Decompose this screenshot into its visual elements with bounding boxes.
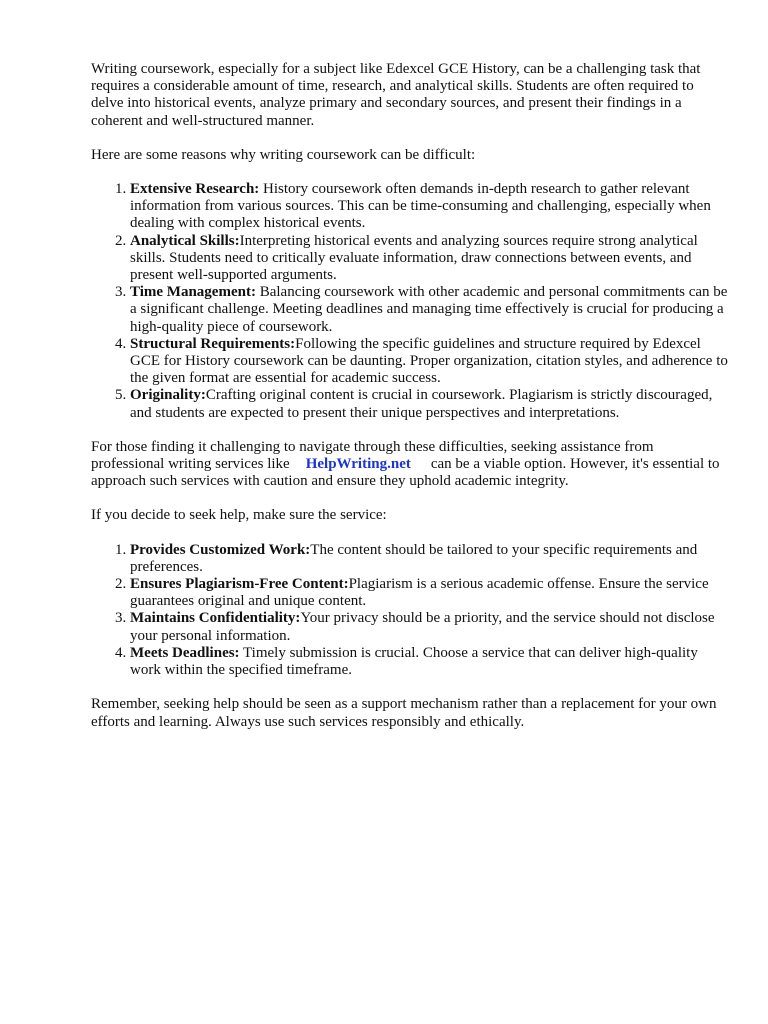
list-item-term: Provides Customized Work:	[130, 541, 311, 558]
help-text-before: For those finding it challenging to navigate through these difficulties, seeking assistance from professional writing services like	[91, 438, 654, 473]
list-item-term: Originality:	[130, 387, 206, 404]
list-item-text: History coursework often demands in-depth research to gather relevant information from various sources. This can be time-consuming and challenging, especially when dealing with complex historical events.	[130, 181, 711, 232]
help-text-after: can be a viable option. However, it's essential to approach such services with caution and ensure they uphold academic integrity.	[91, 456, 720, 490]
list-item-term: Structural Requirements:	[130, 335, 296, 352]
list-item	[130, 610, 728, 644]
list-item-text: Crafting original content is crucial in coursework. Plagiarism is strictly discouraged, and students are expected to present their unique perspectives and interpretations.	[130, 387, 713, 421]
list-item-text: Interpreting historical events and analyzing sources require strong analytical skills. Students need to critically evaluate information, draw connections between events, and present well-supported arguments.	[130, 232, 698, 284]
list-item-text: The content should be tailored to your specific requirements and preferences.	[130, 541, 698, 575]
list-item	[130, 336, 728, 388]
helpwriting-link[interactable]: HelpWriting.net	[305, 456, 411, 473]
list-item	[130, 387, 728, 421]
list-item-term: Meets Deadlines:	[130, 644, 240, 661]
reasons-intro: Here are some reasons why writing coursework can be difficult:	[91, 146, 476, 163]
intro-paragraph: Writing coursework, especially for a subject like Edexcel GCE History, can be a challenging task that requires a considerable amount of time, research, and analytical skills. Students are often required to delve into historical events, analyze primary and secondary sources, and present their findings in a coherent and well-structured manner.	[91, 61, 701, 129]
reasons-list	[91, 181, 728, 422]
list-item-term: Ensures Plagiarism-Free Content:	[130, 576, 349, 593]
list-item-term: Analytical Skills:	[130, 232, 240, 249]
list-item-text: Your privacy should be a priority, and the service should not disclose your personal information.	[130, 610, 715, 644]
list-item-term: Extensive Research:	[130, 181, 260, 198]
criteria-list	[91, 542, 728, 680]
list-item	[130, 645, 728, 679]
seek-help-intro: If you decide to seek help, make sure the service:	[91, 507, 387, 524]
list-item-text: Following the specific guidelines and structure required by Edexcel GCE for History coursework can be daunting. Proper organization, citation styles, and adherence to the given format are essential for academic success.	[130, 335, 728, 387]
list-item	[130, 233, 728, 285]
list-item	[130, 542, 728, 576]
list-item-term: Time Management:	[130, 284, 256, 301]
help-paragraph	[91, 439, 728, 491]
list-item	[130, 576, 728, 610]
list-item	[130, 284, 728, 336]
closing-paragraph: Remember, seeking help should be seen as a support mechanism rather than a replacement for your own efforts and learning. Always use such services responsibly and ethically.	[91, 696, 717, 730]
list-item-term: Maintains Confidentiality:	[130, 610, 301, 627]
list-item-text: Balancing coursework with other academic and personal commitments can be a significant challenge. Meeting deadlines and managing time effectively is crucial for producing a high-quality piece of coursework.	[130, 284, 728, 335]
list-item-text: Timely submission is crucial. Choose a service that can deliver high-quality work within the specified timeframe.	[130, 644, 698, 679]
list-item-text: Plagiarism is a serious academic offense. Ensure the service guarantees original and unique content.	[130, 576, 709, 610]
list-item	[130, 181, 728, 233]
